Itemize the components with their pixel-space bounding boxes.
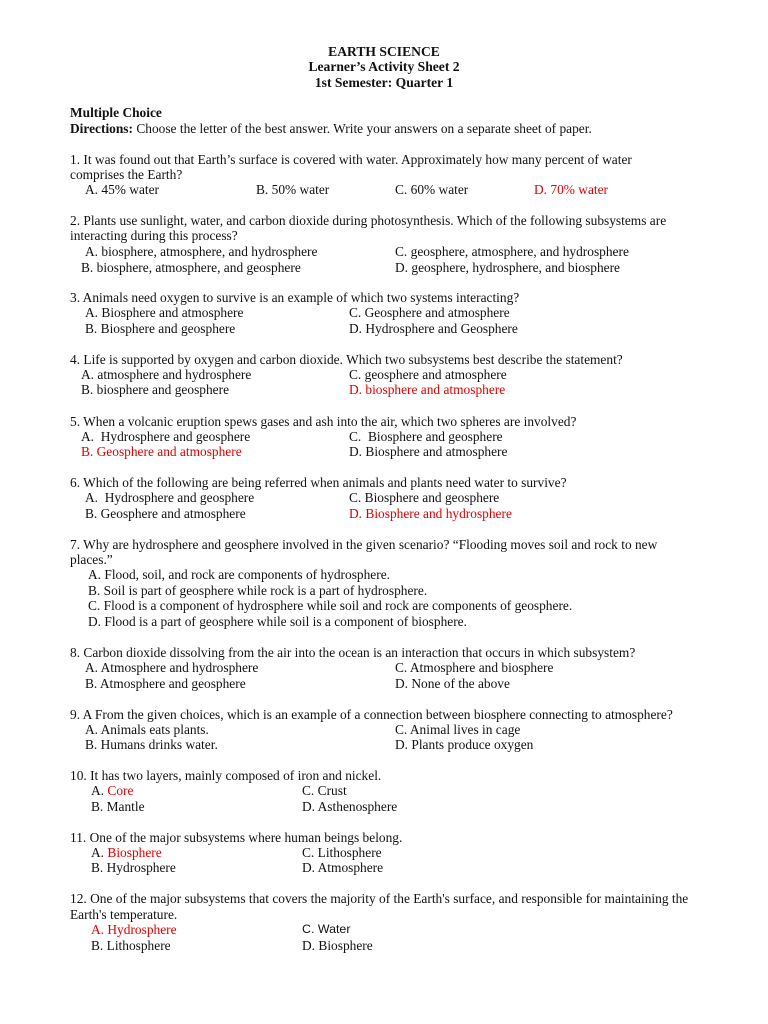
- question-8: 8. Carbon dioxide dissolving from the air into the ocean is an interaction that occurs in which subsystem?: [70, 645, 636, 660]
- option-2d: D. geosphere, hydrosphere, and biosphere: [395, 260, 620, 275]
- question-9: 9. A From the given choices, which is an example of a connection between biosphere connecting to atmosphere?: [70, 707, 673, 722]
- option-5c: C. Biosphere and geosphere: [349, 429, 503, 444]
- sheet-title: EARTH SCIENCE: [328, 44, 440, 59]
- option-10b: B. Mantle: [91, 799, 145, 814]
- question-11: 11. One of the major subsystems where human beings belong.: [70, 830, 403, 845]
- option-10d: D. Asthenosphere: [302, 799, 398, 814]
- option-6b: B. Geosphere and atmosphere: [85, 506, 246, 521]
- option-10a: A. Core: [91, 783, 134, 798]
- question-6: 6. Which of the following are being referred when animals and plants need water to survive?: [70, 475, 567, 490]
- option-12c: C. Water: [302, 922, 351, 936]
- option-4b: B. biosphere and geosphere: [81, 382, 230, 397]
- option-9b: B. Humans drinks water.: [85, 737, 218, 752]
- option-1c: C. 60% water: [395, 182, 469, 197]
- question-7-line-1: 7. Why are hydrosphere and geosphere involved in the given scenario? “Flooding moves soil and rock to new: [70, 537, 658, 552]
- option-8b: B. Atmosphere and geosphere: [85, 676, 246, 691]
- option-9d: D. Plants produce oxygen: [395, 737, 534, 752]
- question-1-line-2: comprises the Earth?: [70, 167, 183, 182]
- option-11a: A. Biosphere: [91, 845, 162, 860]
- option-3b: B. Biosphere and geosphere: [85, 321, 236, 336]
- option-1a: A. 45% water: [85, 182, 160, 197]
- option-9a: A. Animals eats plants.: [85, 722, 209, 737]
- option-7c: C. Flood is a component of hydrosphere while soil and rock are components of geosphere.: [88, 598, 573, 613]
- option-3c: C. Geosphere and atmosphere: [349, 305, 510, 320]
- option-9c: C. Animal lives in cage: [395, 722, 521, 737]
- question-7-line-2: places.”: [70, 552, 113, 567]
- sheet-subtitle: Learner’s Activity Sheet 2: [308, 59, 460, 74]
- directions-label: Directions:: [70, 121, 133, 136]
- option-5d: D. Biosphere and atmosphere: [349, 444, 508, 459]
- question-12-line-1: 12. One of the major subsystems that covers the majority of the Earth's surface, and responsible for maintaining the: [70, 891, 689, 906]
- option-2c: C. geosphere, atmosphere, and hydrosphere: [395, 244, 629, 259]
- option-12b: B. Lithosphere: [91, 938, 171, 953]
- option-2b: B. biosphere, atmosphere, and geosphere: [81, 260, 301, 275]
- option-6c: C. Biosphere and geosphere: [349, 490, 500, 505]
- directions-text: Choose the letter of the best answer. Write your answers on a separate sheet of paper.: [132, 121, 592, 136]
- option-8a: A. Atmosphere and hydrosphere: [85, 660, 259, 675]
- option-3a: A. Biosphere and atmosphere: [85, 305, 244, 320]
- option-1d-answer: D. 70% water: [534, 182, 609, 197]
- question-5: 5. When a volcanic eruption spews gases and ash into the air, which two spheres are involved?: [70, 414, 577, 429]
- option-7d: D. Flood is a part of geosphere while soil is a component of biosphere.: [88, 614, 467, 629]
- option-6a: A. Hydrosphere and geosphere: [85, 490, 255, 505]
- option-7a: A. Flood, soil, and rock are components of hydrosphere.: [88, 567, 390, 582]
- directions: [70, 121, 592, 136]
- question-3: 3. Animals need oxygen to survive is an example of which two systems interacting?: [70, 290, 520, 305]
- option-5a: A. Hydrosphere and geosphere: [81, 429, 251, 444]
- question-4: 4. Life is supported by oxygen and carbon dioxide. Which two subsystems best describe the statement?: [70, 352, 623, 367]
- option-11c: C. Lithosphere: [302, 845, 382, 860]
- question-12-line-2: Earth's temperature.: [70, 907, 178, 922]
- option-11d: D. Atmosphere: [302, 860, 384, 875]
- option-4d-answer: D. biosphere and atmosphere: [349, 382, 506, 397]
- option-12a-answer: A. Hydrosphere: [91, 922, 177, 937]
- option-4c: C. geosphere and atmosphere: [349, 367, 507, 382]
- option-1b: B. 50% water: [256, 182, 330, 197]
- option-4a: A. atmosphere and hydrosphere: [81, 367, 252, 382]
- option-6d-answer: D. Biosphere and hydrosphere: [349, 506, 512, 521]
- option-5b-answer: B. Geosphere and atmosphere: [81, 444, 242, 459]
- option-3d: D. Hydrosphere and Geosphere: [349, 321, 518, 336]
- option-8c: C. Atmosphere and biosphere: [395, 660, 554, 675]
- question-1-line-1: 1. It was found out that Earth’s surface is covered with water. Approximately how many percent of water: [70, 152, 632, 167]
- option-10c: C. Crust: [302, 783, 347, 798]
- option-2a: A. biosphere, atmosphere, and hydrosphere: [85, 244, 318, 259]
- answer-10: Core: [107, 783, 134, 798]
- section-heading: Multiple Choice: [70, 105, 162, 120]
- question-2-line-1: 2. Plants use sunlight, water, and carbon dioxide during photosynthesis. Which of the following subsystems are: [70, 213, 667, 228]
- option-12d: D. Biosphere: [302, 938, 373, 953]
- sheet-semester: 1st Semester: Quarter 1: [314, 75, 454, 90]
- option-7b: B. Soil is part of geosphere while rock is a part of hydrosphere.: [88, 583, 428, 598]
- question-2-line-2: interacting during this process?: [70, 228, 238, 243]
- question-10: 10. It has two layers, mainly composed of iron and nickel.: [70, 768, 382, 783]
- answer-11: Biosphere: [107, 845, 162, 860]
- option-11b: B. Hydrosphere: [91, 860, 176, 875]
- option-8d: D. None of the above: [395, 676, 510, 691]
